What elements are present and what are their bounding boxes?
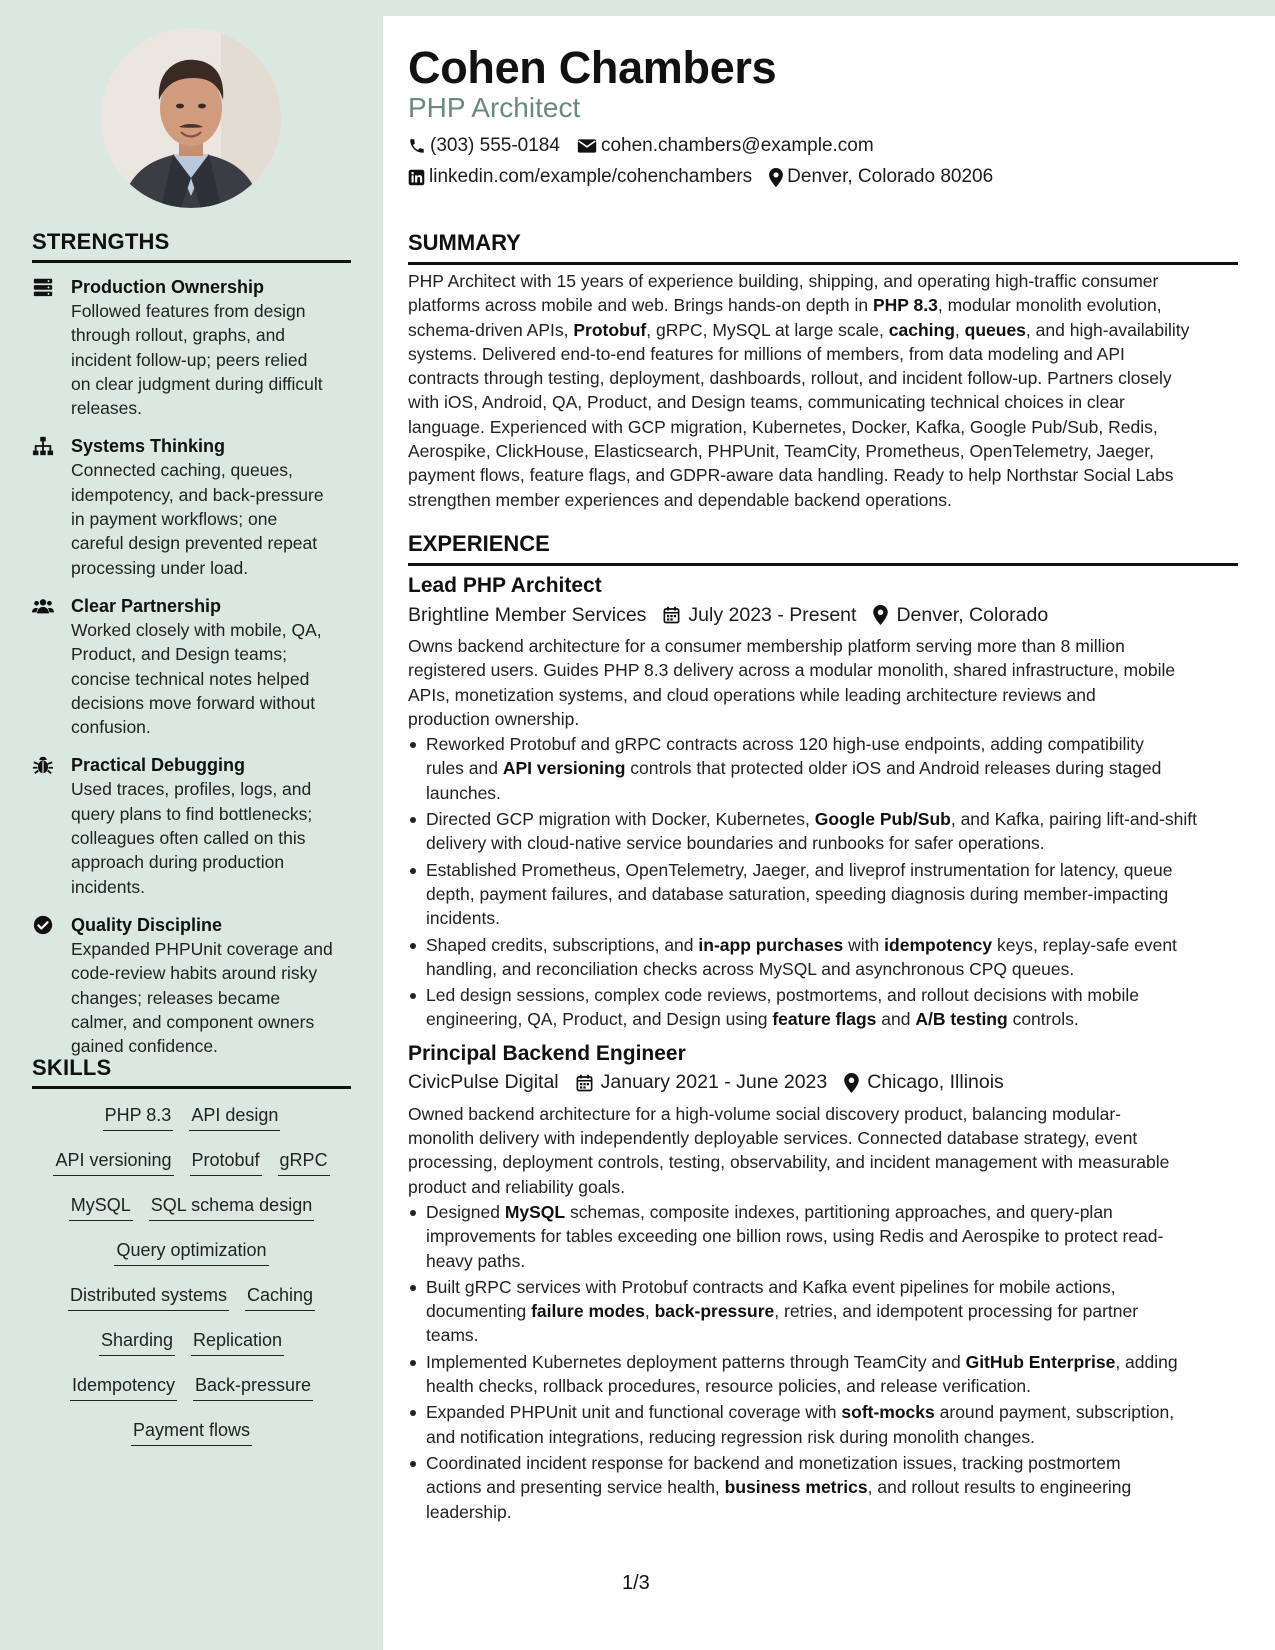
strength-description: Expanded PHPUnit coverage and code-review habits around risky changes; releases became calmer, and component owners gained confidence.: [71, 938, 333, 1057]
skill-tag: Replication: [191, 1328, 284, 1356]
skill-tag: Caching: [245, 1283, 315, 1311]
bullet-item: Implemented Kubernetes deployment patterns through TeamCity and GitHub Enterprise, adding health checks, rollback procedures, resource policies, and release verification.: [408, 1350, 1238, 1399]
job-bullets: [408, 732, 1238, 1032]
skill-tag: Payment flows: [131, 1418, 252, 1446]
summary-section: [408, 230, 1238, 512]
phone-icon: [408, 137, 426, 155]
envelope-icon: [577, 138, 597, 154]
job-meta: [408, 600, 1238, 630]
linkedin-text[interactable]: linkedin.com/example/cohenchambers: [429, 166, 753, 187]
strength-item: [32, 434, 351, 579]
skill-tag: MySQL: [69, 1193, 133, 1221]
skill-tag: PHP 8.3: [103, 1103, 174, 1131]
sidebar: [0, 0, 383, 1650]
skills-list: [32, 1103, 351, 1463]
strength-title: Practical Debugging: [71, 755, 246, 776]
jobs-list: [408, 572, 1238, 1524]
skill-tag: API design: [189, 1103, 280, 1131]
location-contact: [769, 166, 993, 188]
job-company: CivicPulse Digital: [408, 1071, 559, 1094]
strength-item: [32, 913, 351, 1058]
skill-row: [32, 1373, 351, 1418]
job-description: Owned backend architecture for a high-volume social discovery product, balancing modular- monolith delivery with independently deployable services. Connected database strategy, event processing, deployment controls, testing, observability, and incident management with measurable product and reliability goals.: [408, 1103, 1170, 1197]
skill-row: [32, 1328, 351, 1373]
bullet-item: Established Prometheus, OpenTelemetry, Jaeger, and liveprof instrumentation for latency, queue depth, payment failures, and database saturation, speeding diagnosis during member-impacting incidents.: [408, 858, 1238, 931]
avatar: [101, 28, 281, 208]
profile-photo: [101, 28, 281, 208]
calendar-icon: [576, 1074, 593, 1092]
email-contact[interactable]: [577, 135, 874, 157]
location-text: Denver, Colorado 80206: [787, 166, 994, 187]
main-content: [383, 16, 1275, 1650]
sitemap-icon: [32, 435, 54, 457]
strength-description: Used traces, profiles, logs, and query plans to find bottlenecks; colleagues often called on this approach during production incidents.: [71, 779, 313, 897]
skill-tag: Sharding: [99, 1328, 175, 1356]
job-bullets: [408, 1200, 1238, 1524]
strength-title: Systems Thinking: [71, 436, 226, 457]
linkedin-contact[interactable]: [408, 166, 752, 188]
candidate-name: Cohen Chambers: [408, 42, 777, 93]
bullet-item: Led design sessions, complex code reviews, postmortems, and rollout decisions with mobile engineering, QA, Product, and Design using feature flags and A/B testing controls.: [408, 983, 1238, 1032]
strength-item: [32, 753, 351, 898]
skill-tag: Idempotency: [70, 1373, 177, 1401]
linkedin-icon: [408, 169, 425, 186]
check-circle-icon: [32, 914, 54, 936]
strength-item: [32, 275, 351, 420]
skill-tag: Query optimization: [114, 1238, 268, 1266]
calendar-icon: [663, 606, 680, 624]
strength-description: Connected caching, queues, idempotency, and back-pressure in payment workflows; one careful design prevented repeat processing under load.: [71, 460, 324, 578]
job-company: Brightline Member Services: [408, 603, 647, 626]
experience-title: EXPERIENCE: [408, 531, 1238, 566]
summary-title: SUMMARY: [408, 230, 1238, 265]
skill-tag: Distributed systems: [68, 1283, 229, 1311]
page-number: 1/3: [622, 1572, 650, 1594]
strength-title: Quality Discipline: [71, 914, 223, 935]
job-dates: July 2023 - Present: [663, 604, 856, 627]
bullet-item: Expanded PHPUnit unit and functional coverage with soft-mocks around payment, subscription, and notification integrations, reducing regression risk during monolith changes.: [408, 1400, 1238, 1449]
job-description: Owns backend architecture for a consumer membership platform serving more than 8 million registered users. Guides PHP 8.3 delivery across a modular monolith, shared infrastructure, mobile APIs, monetization systems, and cloud operations while leading architecture reviews and production ownership.: [408, 636, 1176, 729]
strengths-section: [32, 229, 351, 1058]
strengths-title: STRENGTHS: [32, 229, 351, 263]
map-pin-icon: [873, 605, 888, 625]
summary-text: PHP Architect with 15 years of experience building, shipping, and operating high-traffic consumer platforms across mobile and web. Brings hands-on depth in PHP 8.3, modular monolith evolution, schema-driven APIs, Protobuf, gRPC, MySQL at large scale, caching, queues, and high-availability systems. Delivered end-to-end features for millions of members, from data modeling and API contracts through testing, deployment, dashboards, rollout, and incident follow-up. Partners closely with iOS, Android, QA, Product, and Design teams, communicating technical choices in clear language. Experienced with GCP migration, Kubernetes, Docker, Kafka, Google Pub/Sub, Redis, Aerospike, ClickHouse, Elasticsearch, PHPUnit, TeamCity, Prometheus, OpenTelemetry, Jaeger, payment flows, feature flags, and GDPR-aware data handling. Ready to help Northstar Social Labs strengthen member experiences and dependable backend operations.: [408, 271, 1190, 510]
strength-description: Worked closely with mobile, QA, Product, and Design teams; concise technical notes helped decisions move forward without confusion.: [71, 619, 322, 738]
phone-text: (303) 555-0184: [430, 135, 560, 156]
skill-tag: SQL schema design: [149, 1193, 314, 1221]
skill-row: [32, 1238, 351, 1283]
job-entry: [408, 572, 1238, 1032]
job-location: Chicago, Illinois: [844, 1071, 1004, 1094]
job-meta: [408, 1068, 1238, 1098]
job-entry: [408, 1040, 1238, 1524]
skill-row: [32, 1103, 351, 1148]
strength-title: Production Ownership: [71, 277, 265, 297]
skill-tag: Protobuf: [190, 1148, 262, 1176]
bug-icon: [32, 754, 54, 776]
strengths-list: [32, 275, 351, 1058]
contact-row-2: [408, 164, 1010, 190]
job-title: Lead PHP Architect: [408, 574, 602, 597]
skill-tag: API versioning: [53, 1148, 173, 1176]
candidate-role: PHP Architect: [408, 92, 581, 123]
strength-title: Clear Partnership: [71, 595, 222, 616]
skill-row: [32, 1193, 351, 1238]
strength-item: [32, 594, 351, 739]
bullet-item: Directed GCP migration with Docker, Kubernetes, Google Pub/Sub, and Kafka, pairing lift-and-shift delivery with cloud-native service boundaries and runbooks for safer operations.: [408, 807, 1238, 856]
job-title: Principal Backend Engineer: [408, 1041, 686, 1065]
bullet-item: Coordinated incident response for backend and monetization issues, tracking postmortem actions and presenting service health, business metrics, and rollout results to engineering leadership.: [408, 1451, 1238, 1524]
job-location: Denver, Colorado: [873, 604, 1048, 627]
skill-row: [32, 1418, 351, 1463]
skill-tag: gRPC: [278, 1148, 330, 1176]
job-dates: January 2021 - June 2023: [576, 1071, 828, 1094]
bullet-item: Built gRPC services with Protobuf contracts and Kafka event pipelines for mobile actions, documenting failure modes, back-pressure, retries, and idempotent processing for partner teams.: [408, 1275, 1238, 1348]
skill-row: [32, 1148, 351, 1193]
experience-section: [408, 531, 1238, 1526]
bullet-item: Designed MySQL schemas, composite indexes, partitioning approaches, and query-plan improvements for tables exceeding one billion rows, using Redis and Aerospike to protect read- heavy paths.: [408, 1200, 1238, 1273]
map-pin-icon: [769, 168, 783, 187]
strength-description: Followed features from design through rollout, graphs, and incident follow-up; peers relied on clear judgment during difficult releases.: [71, 301, 323, 419]
users-icon: [32, 595, 54, 617]
map-pin-icon: [844, 1073, 859, 1093]
skill-tag: Back-pressure: [193, 1373, 313, 1401]
bullet-item: Reworked Protobuf and gRPC contracts across 120 high-use endpoints, adding compatibility rules and API versioning controls that protected older iOS and Android releases during staged launches.: [408, 732, 1238, 805]
server-icon: [32, 276, 54, 298]
bullet-item: Shaped credits, subscriptions, and in-app purchases with idempotency keys, replay-safe event handling, and reconciliation checks across MySQL and asynchronous CPQ queues.: [408, 933, 1238, 982]
skill-row: [32, 1283, 351, 1328]
skills-title: SKILLS: [32, 1055, 351, 1089]
email-text[interactable]: cohen.chambers@example.com: [600, 135, 874, 156]
contact-row-1: [408, 133, 891, 159]
skills-section: [32, 1055, 351, 1463]
phone-contact: [408, 135, 560, 157]
